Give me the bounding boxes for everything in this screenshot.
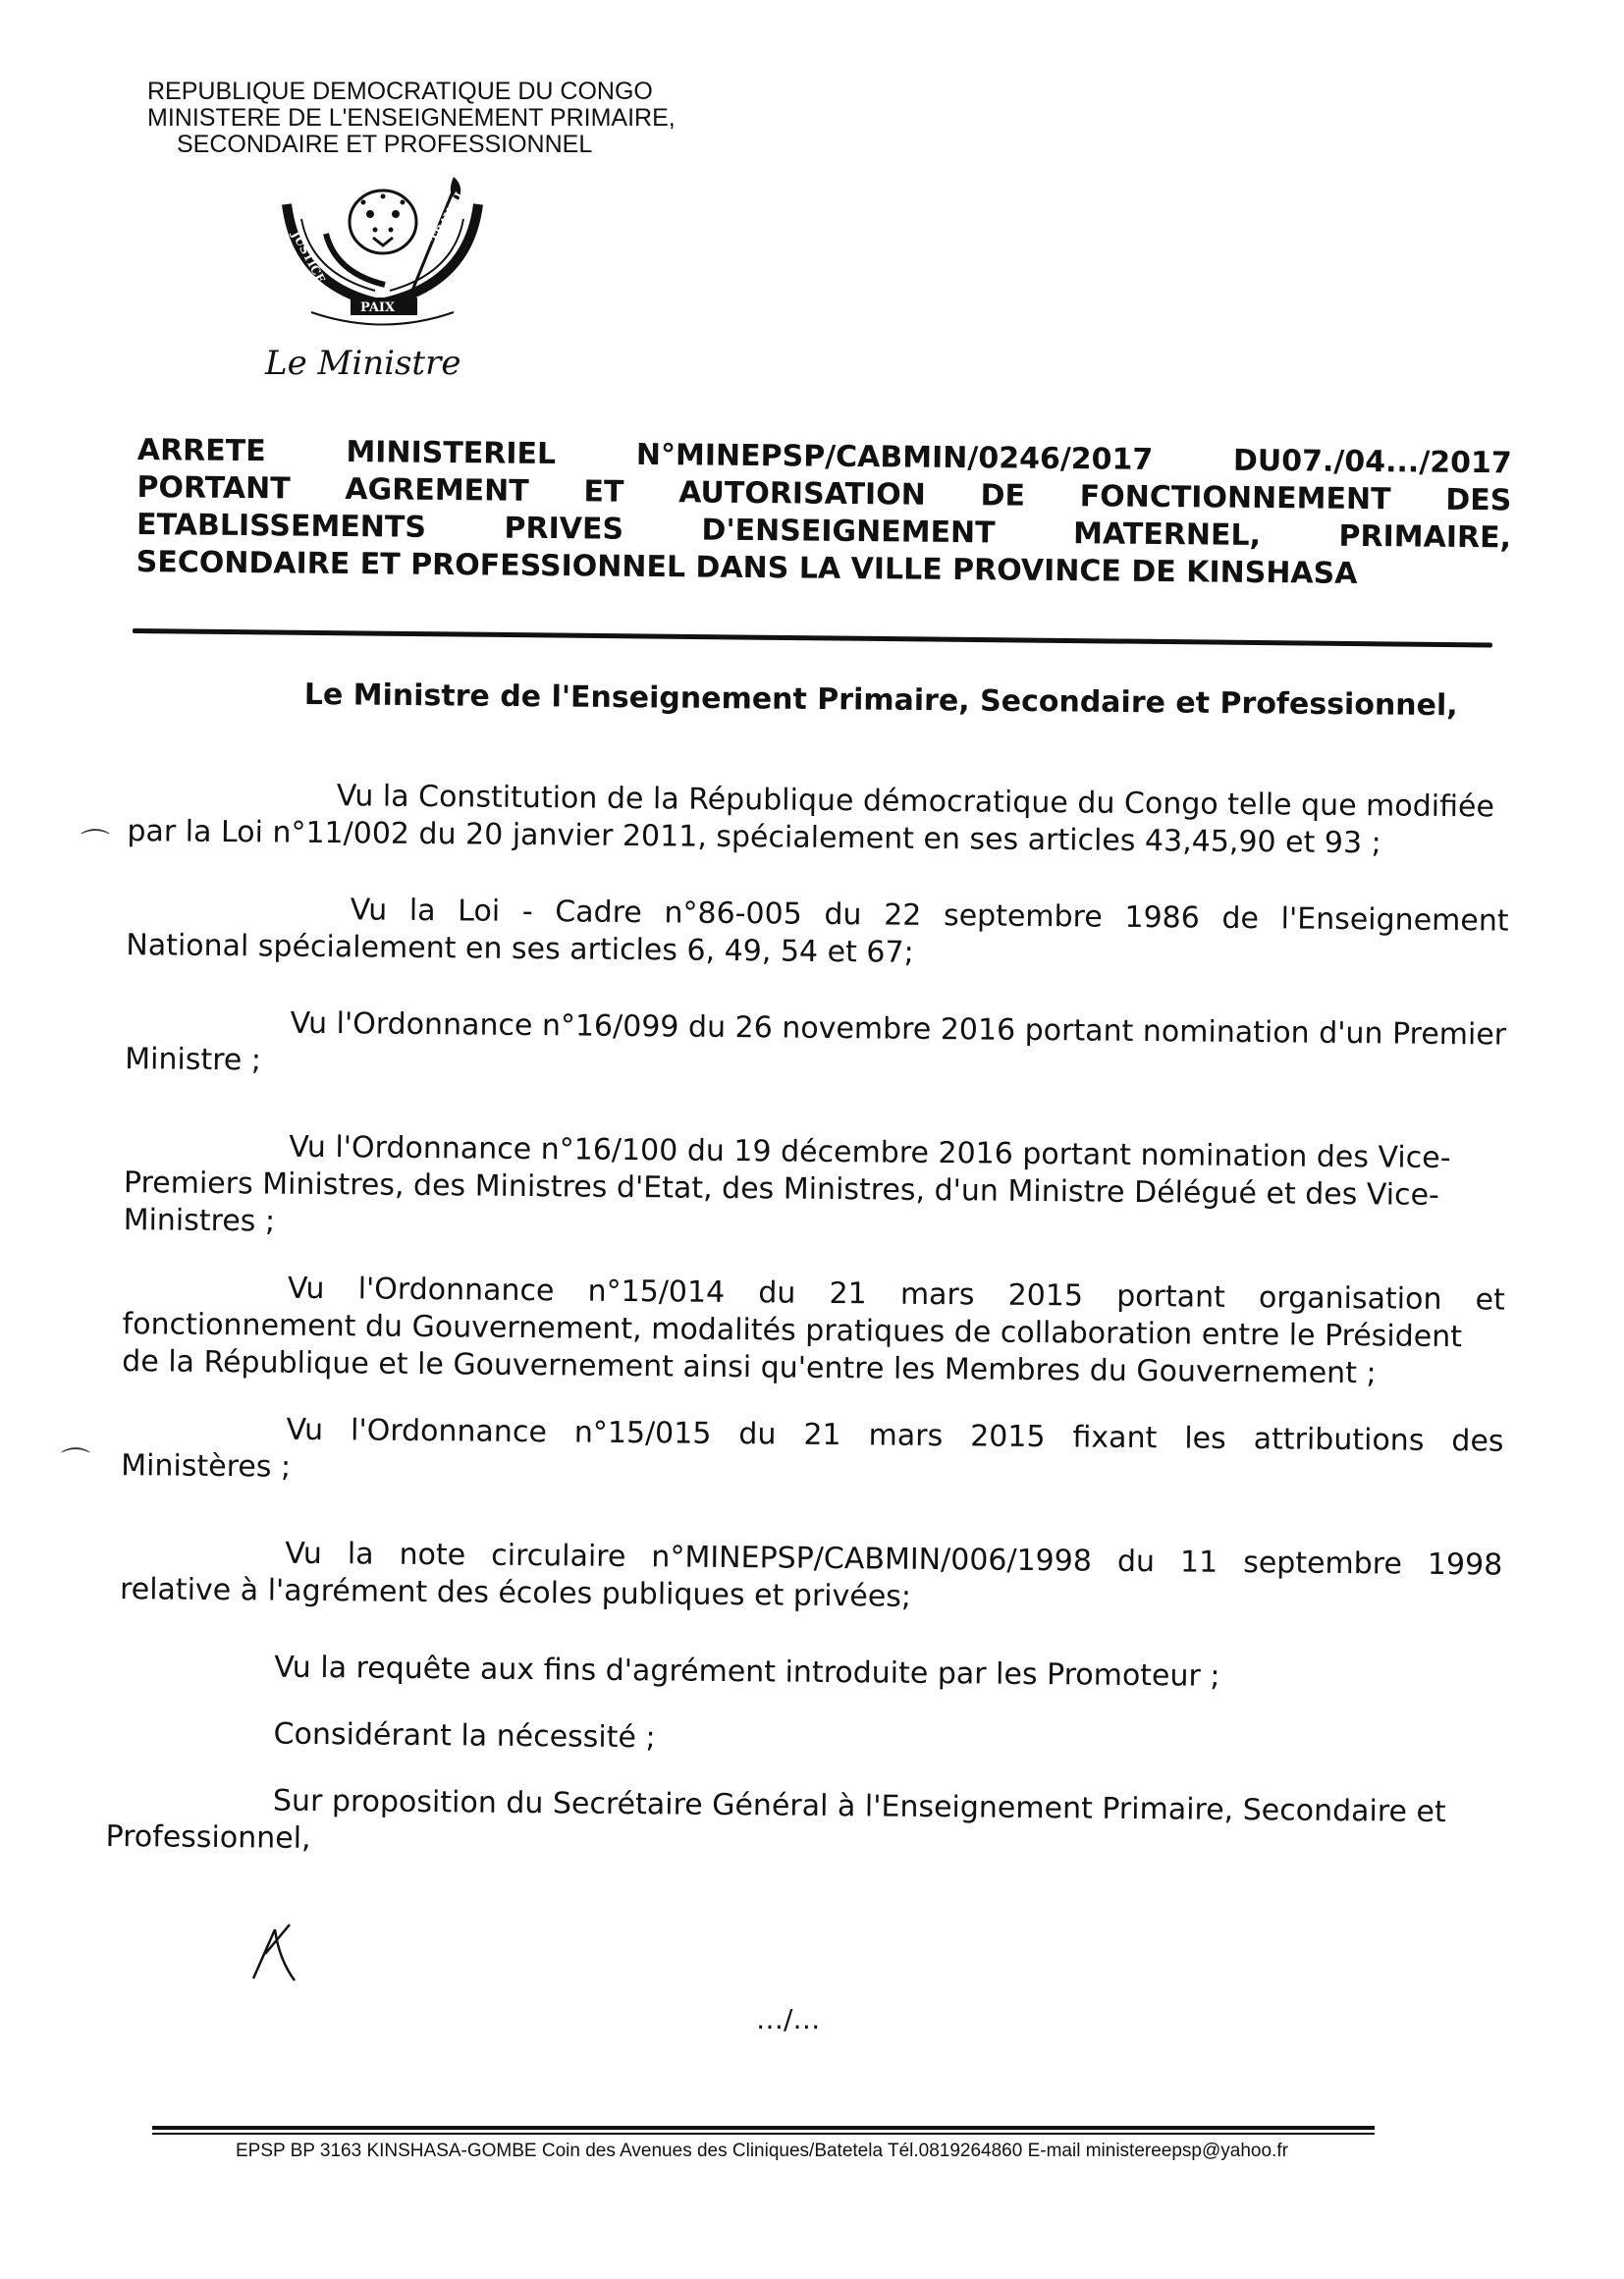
decree-title <box>136 432 1512 594</box>
recital-word: la <box>408 893 436 929</box>
recital-line: Sur proposition du Secrétaire Général à l'Enseignement Primaire, Secondaire et <box>272 1783 1446 1830</box>
footer-divider <box>152 2126 1375 2130</box>
recital-loi-cadre <box>114 890 1509 978</box>
recital-word: 2015 <box>969 1419 1046 1455</box>
recital-line: Ministères ; <box>121 1448 292 1485</box>
recital-word: l'Ordonnance <box>350 1413 548 1450</box>
recital-word: du <box>1116 1544 1156 1580</box>
footer-divider-thin <box>152 2133 1375 2135</box>
recital-line: Vu l'Ordonnance n°16/100 du 19 décembre 2016 portant nomination des Vice- <box>289 1129 1451 1176</box>
recital-ordonnance-15-014 <box>110 1269 1505 1394</box>
recital-word: n°15/015 <box>573 1415 712 1451</box>
recital-ordonnance-16-100 <box>111 1127 1506 1253</box>
recitals <box>105 776 1509 1870</box>
recital-word: - <box>521 894 533 930</box>
recital-ordonnance-15-015 <box>109 1410 1504 1498</box>
recital-word: 1998 <box>1427 1546 1503 1583</box>
recital-word: mars <box>868 1418 944 1454</box>
recital-line: Ministres ; <box>123 1203 276 1239</box>
recital-note-circulaire <box>108 1534 1503 1622</box>
footer-contact: EPSP BP 3163 KINSHASA-GOMBE Coin des Avenues des Cliniques/Batetela Tél.0819264860 E-mail ministereepsp@yahoo.fr <box>236 2141 1288 2161</box>
emblem-motto-paix: PAIX <box>360 300 396 315</box>
recital-line: par la Loi n°11/002 du 20 janvier 2011, spécialement en ses articles 43,45,90 et 93 ; <box>127 814 1381 861</box>
margin-mark: ⌒ <box>61 1446 90 1481</box>
recital-word: portant <box>1116 1278 1226 1315</box>
recital-word: note <box>399 1537 466 1573</box>
recital-line: National spécialement en ses articles 6, 49, 54 et 67; <box>126 928 914 970</box>
recital-constitution <box>115 776 1510 864</box>
decree-word: AUTORISATION <box>678 475 926 513</box>
recital-word: l'Ordonnance <box>357 1272 555 1309</box>
recital-line: fonctionnement du Gouvernement, modalités pratiques de collaboration entre le Président <box>122 1307 1463 1355</box>
decree-word: PRIMAIRE, <box>1338 518 1512 556</box>
recital-word: 21 <box>829 1275 867 1312</box>
recital-word: Vu <box>350 893 388 928</box>
recital-word: et <box>1475 1282 1505 1318</box>
decree-date: DU07./04.../2017 <box>1232 443 1512 481</box>
ministry-name-line2: SECONDAIRE ET PROFESSIONNEL <box>177 131 593 158</box>
recital-line: Vu la requête aux fins d'agrément introduite par les Promoteur ; <box>274 1650 1220 1694</box>
decree-word: PRIVES <box>504 511 624 547</box>
recital-line: Vu l'Ordonnance n°16/099 du 26 novembre 2016 portant nomination d'un Premier <box>290 1005 1507 1053</box>
issuing-authority <box>147 79 736 158</box>
recital-line: relative à l'agrément des écoles publiques et privées; <box>119 1572 912 1614</box>
initials-signature-icon <box>245 1920 304 1988</box>
recital-word: l'Enseignement <box>1280 901 1509 939</box>
decree-word-ministeriel: MINISTERIEL <box>346 435 557 472</box>
recital-line: Professionnel, <box>105 1818 311 1856</box>
recital-ordonnance-16-099 <box>113 1004 1508 1092</box>
recital-word: Cadre <box>555 895 642 931</box>
minister-title: Le Ministre <box>265 344 461 383</box>
decree-word: DE <box>980 478 1026 514</box>
recital-word: septembre <box>943 898 1103 935</box>
decree-word: AGREMENT <box>345 472 529 509</box>
recital-word: organisation <box>1258 1280 1442 1317</box>
recital-word: fixant <box>1072 1420 1158 1456</box>
recital-line: de la République et le Gouvernement ainsi qu'entre les Membres du Gouvernement ; <box>122 1344 1377 1391</box>
title-divider <box>133 628 1492 648</box>
recital-word: circulaire <box>491 1538 626 1575</box>
recital-requete <box>107 1648 1501 1699</box>
recital-word: du <box>738 1417 777 1452</box>
recital-word: la <box>347 1537 374 1572</box>
decree-word: D'ENSEIGNEMENT <box>701 513 996 551</box>
decree-word: DES <box>1445 482 1512 518</box>
recital-word: 11 <box>1179 1545 1218 1580</box>
decree-word: ETABLISSEMENTS <box>135 507 427 545</box>
recital-word: du <box>758 1275 796 1311</box>
decree-word: PORTANT <box>136 469 291 507</box>
recital-word: septembre <box>1242 1546 1403 1582</box>
decree-word: FONCTIONNEMENT <box>1079 479 1391 517</box>
recital-line: Vu la Constitution de la République démocratique du Congo telle que modifiée <box>336 779 1495 825</box>
recital-word: 21 <box>803 1417 841 1453</box>
margin-mark: ⌒ <box>81 828 110 862</box>
decree-word: MATERNEL, <box>1072 516 1262 553</box>
ministry-name-line1: MINISTERE DE L'ENSEIGNEMENT PRIMAIRE, <box>147 104 676 132</box>
recital-line: Ministre ; <box>125 1042 262 1078</box>
decree-number: N°MINEPSP/CABMIN/0246/2017 <box>635 437 1154 477</box>
recital-proposition <box>105 1781 1500 1870</box>
recital-word: n°15/014 <box>587 1274 726 1310</box>
recital-word: attributions <box>1253 1422 1425 1458</box>
recital-necessite <box>106 1714 1500 1765</box>
recital-word: 1986 <box>1124 899 1200 936</box>
recital-line: Premiers Ministres, des Ministres d'Etat, des Ministres, d'un Ministre Délégué et des Vice- <box>123 1166 1440 1213</box>
coat-of-arms-emblem <box>257 175 508 332</box>
page-continuation-mark: …/… <box>756 2003 821 2035</box>
recital-word: Vu <box>285 1536 323 1572</box>
recital-word: les <box>1184 1421 1226 1456</box>
emblem-motto-justice: JUSTICE <box>289 228 328 286</box>
recital-word: 2015 <box>1007 1277 1084 1314</box>
preamble-heading: Le Ministre de l'Enseignement Primaire, Secondaire et Professionnel, <box>303 678 1458 724</box>
leopard-head-icon <box>350 190 416 253</box>
recital-word: Vu <box>287 1271 325 1307</box>
recital-word: n°86-005 <box>664 895 802 932</box>
country-name: REPUBLIQUE DEMOCRATIQUE DU CONGO <box>147 78 653 105</box>
recital-word: n°MINEPSP/CABMIN/006/1998 <box>651 1540 1093 1579</box>
recital-word: du <box>824 896 862 933</box>
recital-word: Vu <box>286 1412 324 1448</box>
recital-line: Considérant la nécessité ; <box>273 1716 656 1756</box>
recital-word: 22 <box>884 897 922 933</box>
recital-word: mars <box>899 1276 975 1313</box>
recital-word: des <box>1451 1424 1504 1459</box>
decree-subject-line4: SECONDAIRE ET PROFESSIONNEL DANS LA VILLE PROVINCE DE KINSHASA <box>135 544 1358 591</box>
recital-word: de <box>1221 900 1260 937</box>
decree-word-arrete: ARRETE <box>136 432 266 469</box>
decree-word: ET <box>583 474 624 510</box>
emblem-motto-travail: TRAVAIL <box>428 187 468 245</box>
recital-word: Loi <box>458 894 501 929</box>
